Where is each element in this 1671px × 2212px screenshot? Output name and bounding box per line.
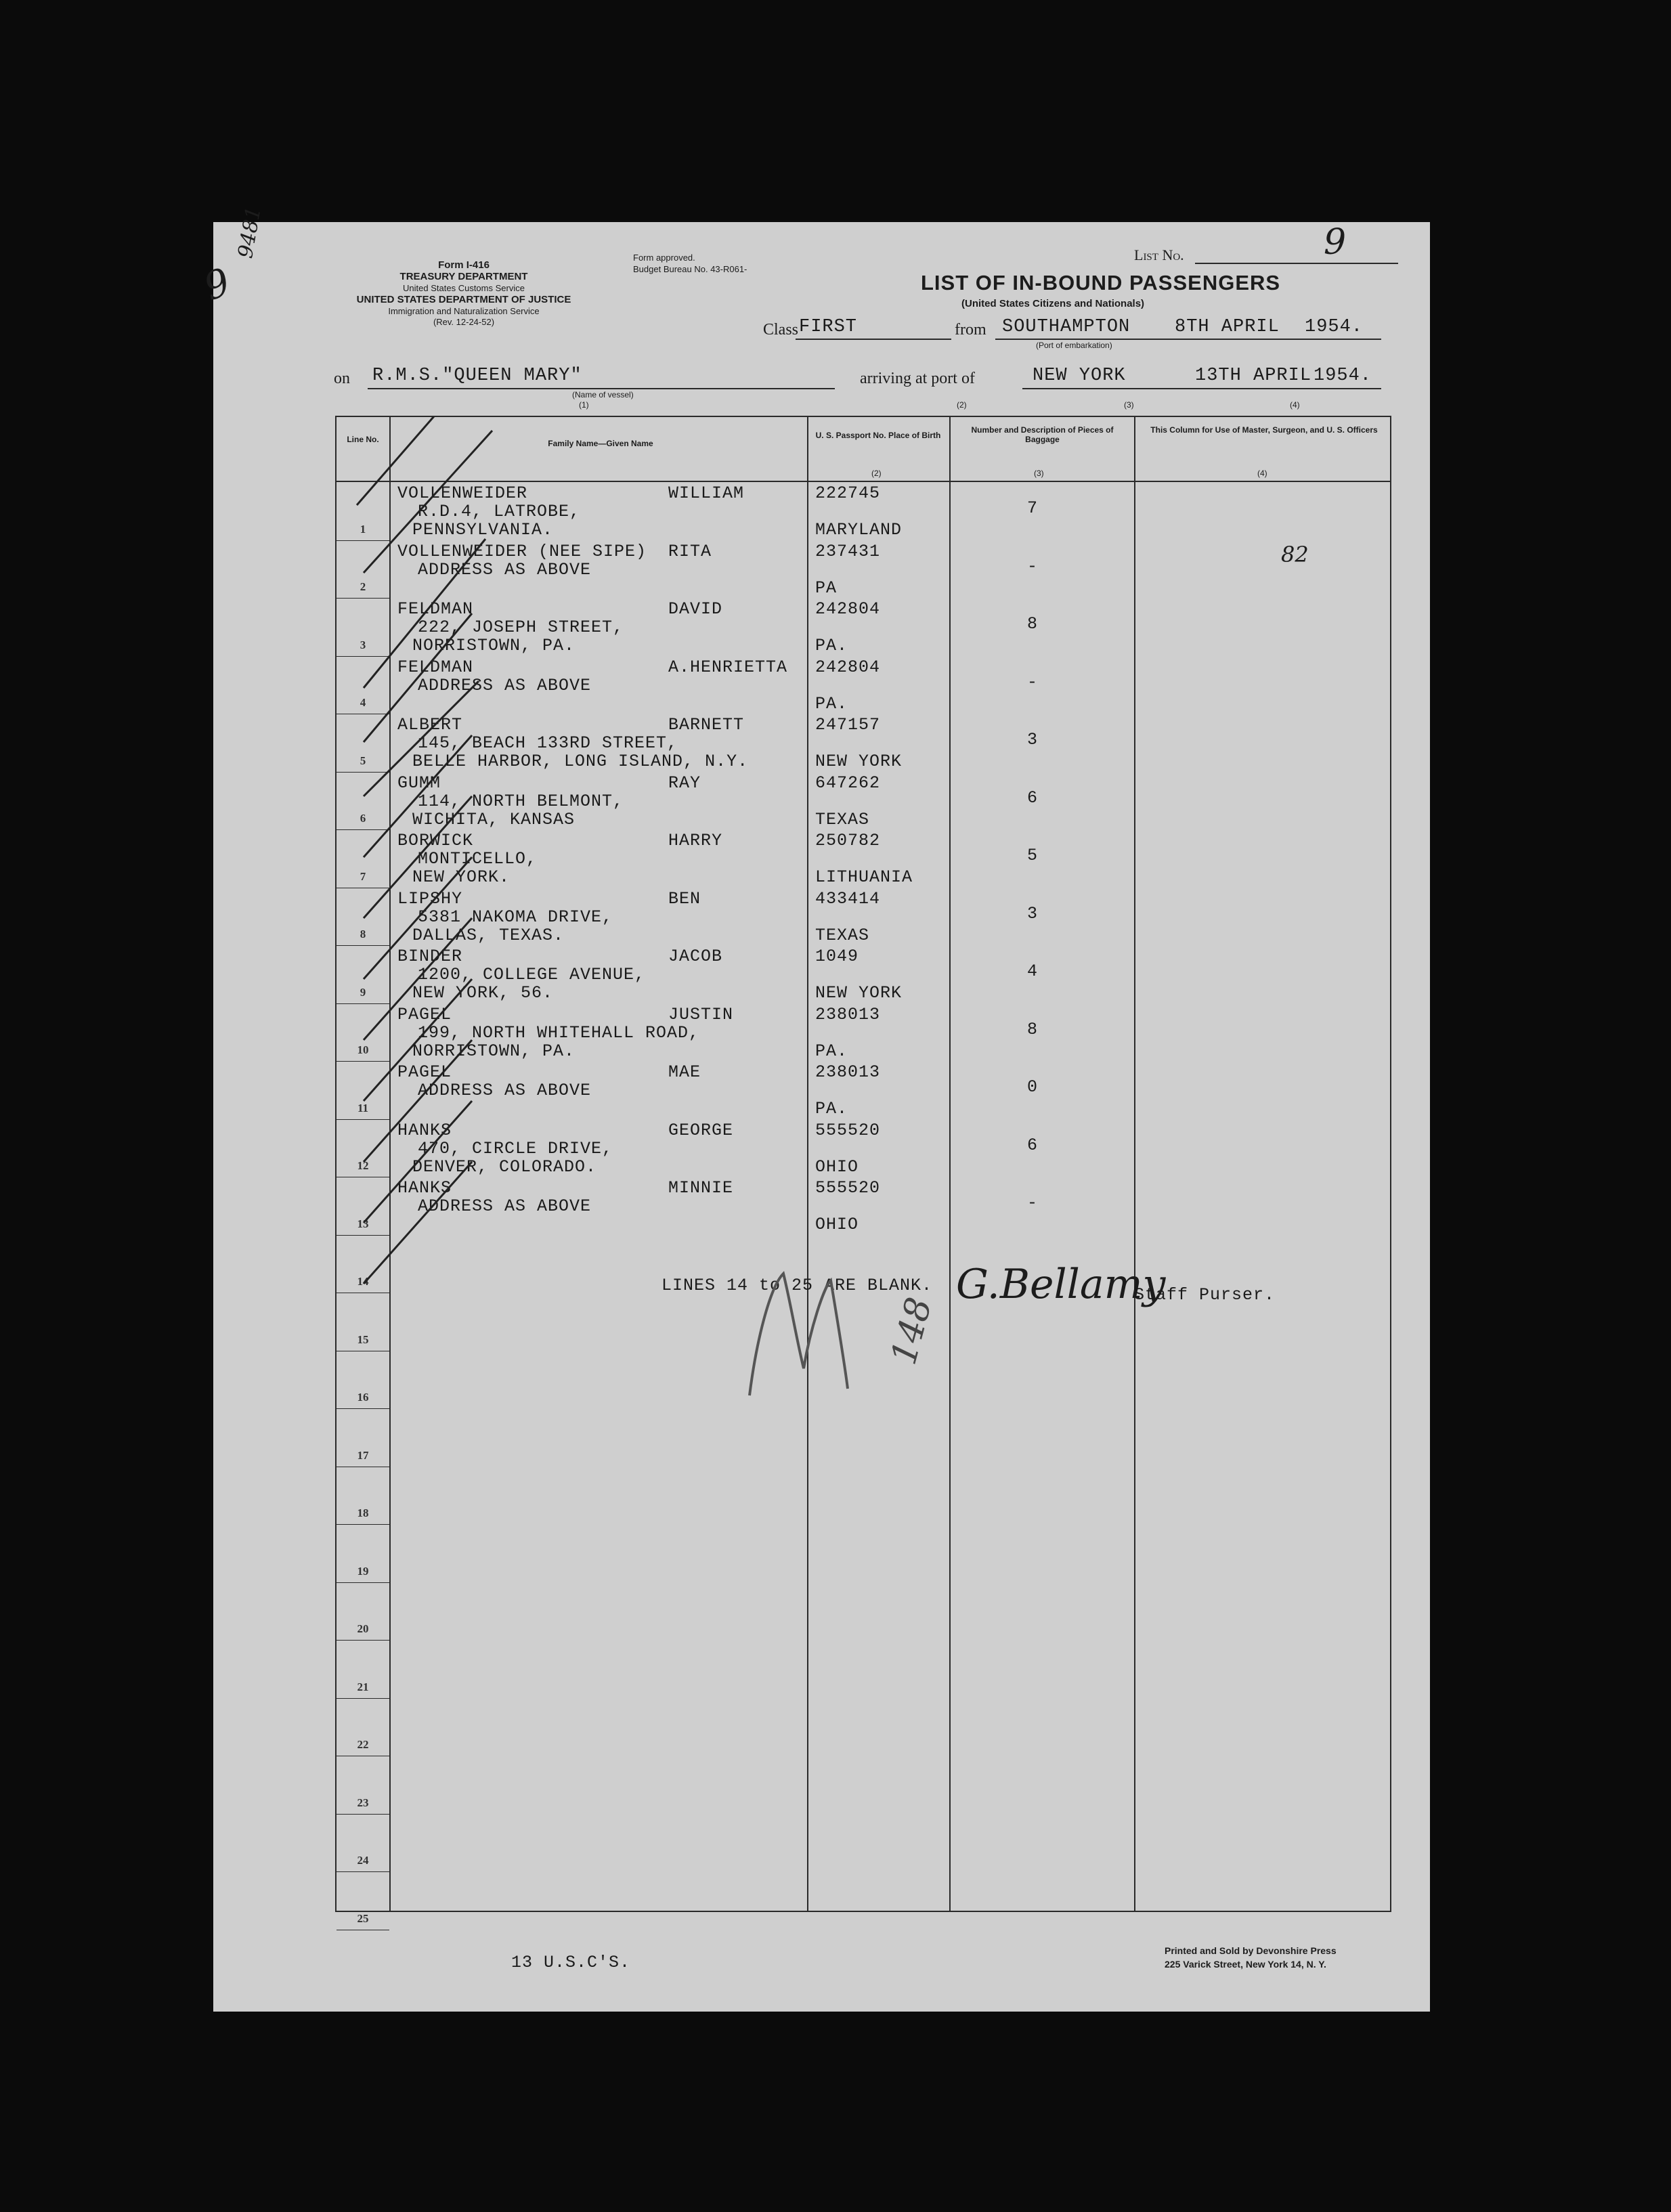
line-number: 7	[360, 869, 366, 883]
officer-note: 82	[1281, 541, 1309, 567]
address-line-1: 222, JOSEPH STREET,	[418, 617, 624, 637]
passport-number: 555520	[815, 1120, 881, 1140]
baggage-count: 3	[1027, 730, 1039, 750]
line-number: 20	[357, 1622, 369, 1635]
baggage-count: 8	[1027, 1019, 1039, 1039]
col-num-2: (2)	[957, 400, 967, 410]
margin-note-rotated: 9481	[234, 204, 266, 261]
address-line-1: ADDRESS AS ABOVE	[418, 675, 592, 695]
col-header-baggage: Number and Description of Pieces of Baggage	[971, 425, 1114, 444]
line-number: 6	[360, 812, 366, 825]
line-number: 19	[357, 1564, 369, 1578]
tick-marks	[337, 417, 1393, 1913]
line-number: 3	[360, 638, 366, 651]
given-name: DAVID	[668, 599, 723, 619]
line-number: 21	[357, 1680, 369, 1693]
col-header-num4: (4)	[1257, 469, 1267, 478]
handwritten-mark: 148	[883, 1293, 940, 1369]
col-header-name: Family Name—Given Name	[548, 439, 653, 448]
passport-number: 237431	[815, 541, 881, 561]
passport-number: 242804	[815, 657, 881, 677]
blank-lines-note: LINES 14 to 25 ARE BLANK.	[661, 1276, 933, 1295]
col-num-4: (4)	[1290, 400, 1300, 410]
passport-number: 250782	[815, 831, 881, 850]
line-number: 13	[357, 1217, 369, 1230]
address-line-1: MONTICELLO,	[418, 849, 538, 869]
on-label: on	[334, 370, 350, 387]
passport-number: 433414	[815, 888, 881, 909]
printer-line-2: 225 Varick Street, New York 14, N. Y.	[1165, 1959, 1326, 1970]
place-of-birth: TEXAS	[815, 809, 870, 829]
address-line-2: PENNSYLVANIA.	[412, 520, 554, 540]
address-line-1: ADDRESS AS ABOVE	[418, 1196, 592, 1216]
from-underline	[995, 339, 1381, 340]
line-number: 23	[357, 1796, 369, 1809]
passport-number: 1049	[815, 947, 859, 966]
family-name: FELDMAN	[397, 599, 474, 619]
passport-number: 242804	[815, 599, 881, 619]
address-line-2: DALLAS, TEXAS.	[412, 925, 565, 945]
family-name: BINDER	[397, 947, 463, 966]
col-header-line-no: Line No.	[347, 435, 379, 444]
address-line-1: 199, NORTH WHITEHALL ROAD,	[418, 1022, 700, 1043]
line-number: 17	[357, 1448, 369, 1462]
line-number: 10	[357, 1043, 369, 1056]
passenger-table	[335, 416, 1391, 1925]
place-of-birth: PA.	[815, 1099, 848, 1119]
line-number: 9	[360, 985, 366, 999]
list-no-label: List No.	[1134, 246, 1184, 263]
embark-date: 8TH APRIL	[1175, 317, 1280, 337]
family-name: HANKS	[397, 1120, 452, 1140]
vessel-name: R.M.S."QUEEN MARY"	[372, 366, 582, 386]
place-of-birth: TEXAS	[815, 925, 870, 945]
place-of-birth: NEW YORK	[815, 752, 903, 771]
passport-number: 555520	[815, 1178, 881, 1198]
page-subtitle: (United States Citizens and Nationals)	[961, 298, 1145, 309]
line-number: 12	[357, 1159, 369, 1172]
line-number: 1	[360, 522, 366, 536]
passenger-list-page	[198, 204, 1430, 2012]
department-of-justice: UNITED STATES DEPARTMENT OF JUSTICE	[356, 294, 571, 305]
line-number: 8	[360, 928, 366, 940]
line-number: 4	[360, 696, 366, 709]
family-name: LIPSHY	[397, 888, 463, 909]
family-name: HANKS	[397, 1178, 452, 1198]
given-name: BARNETT	[668, 715, 745, 735]
purser-signature: G.Bellamy	[956, 1261, 1166, 1308]
place-of-birth: PA.	[815, 636, 848, 655]
place-of-birth: NEW YORK	[815, 983, 903, 1003]
class-value: FIRST	[799, 317, 858, 337]
given-name: A.HENRIETTA	[668, 657, 788, 677]
footer-count: 13 U.S.C'S.	[511, 1953, 631, 1972]
passport-number: 247157	[815, 715, 881, 735]
form-revision: (Rev. 12-24-52)	[433, 317, 495, 327]
passport-number: 238013	[815, 1062, 881, 1082]
customs-service: United States Customs Service	[403, 283, 525, 293]
baggage-count: -	[1027, 672, 1039, 692]
address-line-2: BELLE HARBOR, LONG ISLAND, N.Y.	[412, 752, 749, 771]
baggage-count: 4	[1027, 961, 1039, 981]
place-of-birth: OHIO	[815, 1215, 859, 1234]
address-line-2: NEW YORK, 56.	[412, 983, 554, 1003]
treasury-department: TREASURY DEPARTMENT	[399, 271, 528, 282]
form-approved: Form approved.	[633, 253, 695, 263]
address-line-2: NEW YORK.	[412, 867, 511, 887]
given-name: HARRY	[668, 831, 723, 850]
address-line-1: R.D.4, LATROBE,	[418, 502, 581, 521]
col-num-1: (1)	[579, 400, 589, 410]
passport-number: 222745	[815, 483, 881, 503]
address-line-1: 470, CIRCLE DRIVE,	[418, 1138, 613, 1158]
line-number: 22	[357, 1738, 369, 1751]
given-name: MAE	[668, 1062, 701, 1082]
scribble-mark	[729, 1260, 878, 1409]
baggage-count: 7	[1027, 498, 1039, 518]
given-name: JACOB	[668, 947, 723, 966]
baggage-count: 6	[1027, 787, 1039, 808]
baggage-count: 0	[1027, 1077, 1039, 1097]
baggage-count: 5	[1027, 846, 1039, 865]
place-of-birth: OHIO	[815, 1156, 859, 1177]
purser-title: Staff Purser.	[1134, 1285, 1276, 1305]
arrival-date: 13TH APRIL	[1195, 366, 1312, 386]
list-no-underline	[1195, 263, 1398, 264]
given-name: MINNIE	[668, 1178, 734, 1198]
port-caption: (Port of embarkation)	[1036, 341, 1112, 350]
col-header-officers: This Column for Use of Master, Surgeon, and U. S. Officers	[1150, 425, 1378, 435]
family-name: BORWICK	[397, 831, 474, 850]
line-number: 14	[357, 1275, 369, 1288]
address-line-2: NORRISTOWN, PA.	[412, 636, 576, 655]
embark-year: 1954.	[1305, 317, 1364, 337]
printer-line-1: Printed and Sold by Devonshire Press	[1165, 1945, 1337, 1956]
col-num-3: (3)	[1124, 400, 1134, 410]
family-name: PAGEL	[397, 1004, 452, 1024]
address-line-2: DENVER, COLORADO.	[412, 1156, 597, 1177]
given-name: JUSTIN	[668, 1004, 734, 1024]
address-line-1: 114, NORTH BELMONT,	[418, 791, 624, 811]
list-no-value: 9	[1324, 222, 1347, 263]
col-header-num2: (2)	[871, 469, 882, 478]
line-number: 2	[360, 580, 366, 593]
passport-number: 647262	[815, 773, 881, 793]
address-line-2: NORRISTOWN, PA.	[412, 1041, 576, 1061]
baggage-count: 3	[1027, 903, 1039, 924]
class-label: Class	[763, 321, 799, 339]
page-title: LIST OF IN-BOUND PASSENGERS	[921, 271, 1281, 295]
from-label: from	[955, 321, 986, 339]
address-line-1: ADDRESS AS ABOVE	[418, 1081, 592, 1100]
line-number: 25	[357, 1911, 369, 1925]
vessel-caption: (Name of vessel)	[572, 390, 634, 399]
arriving-label: arriving at port of	[860, 370, 975, 387]
family-name: FELDMAN	[397, 657, 474, 677]
budget-bureau: Budget Bureau No. 43-R061-	[633, 264, 747, 274]
place-of-birth: LITHUANIA	[815, 867, 913, 887]
col-header-passport: U. S. Passport No. Place of Birth	[815, 431, 941, 440]
arrival-year: 1954.	[1314, 366, 1372, 386]
line-number: 18	[357, 1506, 369, 1519]
address-line-2: WICHITA, KANSAS	[412, 809, 576, 829]
arrival-underline	[1022, 388, 1381, 389]
margin-note-number: 9	[198, 259, 236, 310]
vessel-underline	[368, 388, 835, 389]
baggage-count: 8	[1027, 614, 1039, 634]
from-value: SOUTHAMPTON	[1002, 317, 1131, 337]
place-of-birth: PA.	[815, 1041, 848, 1061]
place-of-birth: MARYLAND	[815, 520, 903, 540]
line-number: 16	[357, 1391, 369, 1404]
line-number: 5	[360, 754, 366, 767]
address-line-1: 145, BEACH 133RD STREET,	[418, 733, 678, 753]
given-name: WILLIAM	[668, 483, 745, 503]
given-name: RITA	[668, 541, 712, 561]
line-number: 24	[357, 1854, 369, 1867]
form-number: Form I-416	[438, 259, 490, 271]
given-name: BEN	[668, 888, 701, 909]
family-name: PAGEL	[397, 1062, 452, 1082]
address-line-1: ADDRESS AS ABOVE	[418, 559, 592, 580]
family-name: VOLLENWEIDER	[397, 483, 528, 503]
col-header-num3: (3)	[1034, 469, 1044, 478]
family-name: VOLLENWEIDER (NEE SIPE)	[397, 541, 647, 561]
baggage-count: 6	[1027, 1135, 1039, 1155]
given-name: GEORGE	[668, 1120, 734, 1140]
place-of-birth: PA.	[815, 693, 848, 714]
class-underline	[796, 339, 951, 340]
line-number: 11	[357, 1101, 369, 1114]
address-line-1: 1200, COLLEGE AVENUE,	[418, 965, 646, 984]
place-of-birth: PA	[815, 578, 838, 598]
given-name: RAY	[668, 773, 701, 793]
baggage-count: -	[1027, 1193, 1039, 1213]
passport-number: 238013	[815, 1004, 881, 1024]
family-name: GUMM	[397, 773, 441, 793]
family-name: ALBERT	[397, 715, 463, 735]
line-number: 15	[357, 1332, 369, 1346]
address-line-1: 5381 NAKOMA DRIVE,	[418, 907, 613, 927]
arrival-port: NEW YORK	[1033, 366, 1126, 386]
baggage-count: -	[1027, 556, 1039, 576]
ins-service: Immigration and Naturalization Service	[388, 306, 540, 316]
